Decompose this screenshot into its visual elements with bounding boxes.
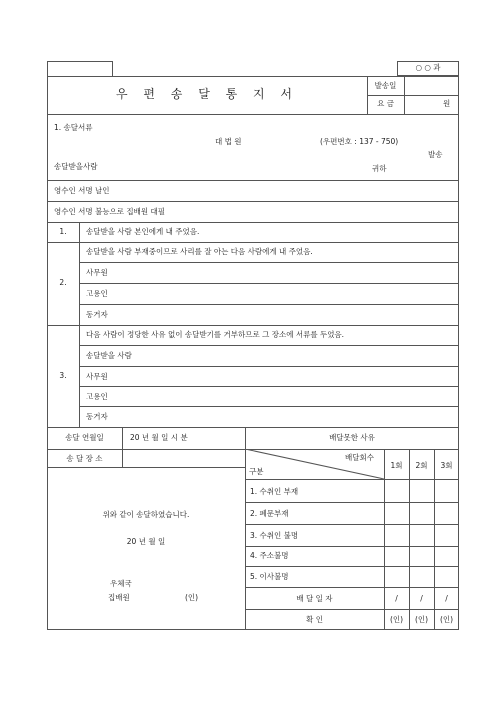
row1-text: 송달받을 사람 본인에게 내 주었음. (86, 227, 200, 236)
reason-unknown-recipient: 3. 수취인 불명 (250, 531, 299, 540)
row3-opt-cohabitant: 동거자 (86, 412, 108, 421)
postal-code: (우편번호 : 137 - 750) (320, 137, 399, 146)
top-left-tab (47, 61, 113, 76)
receipt-sign-seal: 영수인 서명 날인 (54, 186, 110, 195)
delivery-date-value: 20 년 월 일 시 분 (130, 433, 188, 442)
statement-date: 20 년 월 일 (126, 537, 166, 546)
recipient-label: 송달받을사람 (54, 162, 98, 171)
row3-opt-recipient: 송달받을 사람 (86, 351, 132, 360)
row1-num: 1. (59, 227, 67, 236)
row2-opt-cohabitant: 동거자 (86, 310, 108, 319)
row3-text: 다음 사람이 정당한 사유 없이 송달받기를 거부하므로 그 장소에 서류를 두었음. (86, 330, 345, 339)
count-3: 3회 (440, 461, 453, 470)
fee-label: 요 금 (377, 99, 394, 108)
reason-moved: 5. 이사불명 (250, 572, 289, 581)
dispatch-label: 발송 (428, 150, 443, 159)
doc-item-label: 1. 송달서류 (54, 123, 93, 132)
confirm-label: 확 인 (306, 615, 323, 624)
row2-text: 송달받을 사람 부재중이므로 사리를 잘 아는 다음 사람에게 내 주었음. (86, 247, 313, 256)
row2-num: 2. (59, 278, 67, 287)
delivery-date-row-label: 배 달 일 자 (296, 594, 333, 603)
delivery-place-label: 송 달 장 소 (66, 454, 103, 463)
carrier-label: 집배원 (108, 593, 130, 602)
seal-1: (인) (389, 615, 404, 624)
reason-closed: 2. 폐문부재 (250, 509, 289, 518)
delivery-count-label: 배달회수 (345, 453, 374, 462)
undelivered-reason-label: 배달못한 사유 (329, 433, 375, 442)
slash-2: / (420, 594, 423, 603)
carrier-seal: (인) (185, 593, 199, 602)
send-date-label: 발송일 (374, 81, 397, 90)
row2-opt-employee: 고용인 (86, 289, 108, 298)
fee-unit: 원 (443, 99, 451, 108)
slash-1: / (395, 594, 398, 603)
receipt-sign-unable: 영수인 서명 불능으로 집배원 대필 (54, 207, 165, 216)
reason-unknown-address: 4. 주소불명 (250, 551, 289, 560)
reason-absent: 1. 수취인 부재 (250, 487, 299, 496)
row3-num: 3. (59, 371, 67, 380)
statement: 위와 같이 송달하였습니다. (102, 510, 190, 519)
post-office-label: 우체국 (110, 579, 132, 588)
row2-opt-office: 사무원 (86, 268, 108, 277)
dept-label: ○ ○ 과 (415, 63, 441, 72)
delivery-date-label: 송달 연월일 (65, 433, 104, 442)
slash-3: / (445, 594, 448, 603)
seal-3: (인) (439, 615, 454, 624)
seal-2: (인) (414, 615, 429, 624)
count-1: 1회 (390, 461, 403, 470)
honorific: 귀하 (372, 164, 387, 173)
category-label: 구분 (249, 467, 264, 476)
count-2: 2회 (415, 461, 428, 470)
row3-opt-employee: 고용인 (86, 392, 108, 401)
form-title: 우 편 송 달 통 지 서 (115, 87, 299, 101)
court-name: 대 법 원 (215, 137, 242, 146)
row3-opt-office: 사무원 (86, 372, 108, 381)
